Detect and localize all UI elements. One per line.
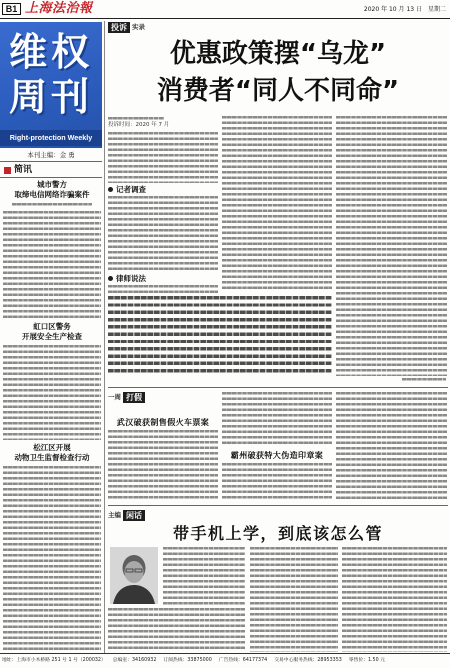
footer-address: 地址：上海市小木桥路 251 号 1 号（200032） (2, 658, 106, 663)
column-divider (104, 21, 105, 653)
brief-2-body-text (3, 345, 101, 440)
story-body-text (222, 392, 332, 444)
brief-1-title-line1: 城市警方 (37, 180, 67, 189)
sidebar-rule (0, 177, 102, 178)
issue-date-text: 2020 年 10 月 13 日 (363, 6, 422, 13)
sidebar-rule (0, 161, 102, 162)
section-rule (108, 387, 448, 388)
lead-body-text (108, 132, 218, 183)
editor-column-body-text (108, 608, 245, 652)
section-tag-weekly-anti-fake (108, 392, 145, 403)
footer-service-phone: 交易中心服务热线：28953353 (274, 658, 342, 663)
brief-2-title-line2: 开展安全生产检查 (22, 332, 82, 341)
lead-author-signoff (402, 378, 446, 381)
footer-editorial-phone: 总编室：34160932 (112, 658, 157, 663)
header-rule (0, 18, 450, 19)
brand-title-line1: 维权 (8, 30, 93, 74)
story-body-text (108, 430, 218, 500)
section-tag-complaint-record (108, 22, 145, 33)
briefs-section-title: 简讯 (14, 165, 33, 175)
lead-headline-line2: 消费者“同人不同命” (156, 76, 400, 106)
section-rule (108, 505, 448, 506)
footer-subscription-phone: 订阅热线：33875000 (163, 658, 212, 663)
editor-column-body-text (250, 547, 338, 652)
brief-2-title-line1: 虹口区警务 (33, 322, 71, 331)
brief-1-body-text (3, 211, 101, 318)
footer-info (2, 656, 448, 665)
story-body-text (336, 392, 447, 500)
subhead-reporter-investigation (108, 185, 146, 194)
lead-body-text (222, 116, 332, 292)
tag-light-label: 实录 (132, 23, 145, 31)
lead-body-text (108, 285, 218, 293)
story-body-text (222, 463, 332, 500)
issue-weekday: 星期二 (427, 6, 446, 13)
story-headline-wuhan: 武汉破获制售假火车票案 (116, 418, 210, 427)
briefs-icon (4, 167, 11, 174)
lead-body-text (336, 116, 447, 376)
footer-ad-phone: 广告热线：64177374 (218, 658, 268, 663)
brief-1-byline (12, 203, 92, 206)
tag-strong-label: 闲话 (123, 510, 145, 521)
editor-column-headline: 带手机上学，到底该怎么管 (172, 524, 383, 543)
bullet-icon (108, 187, 113, 192)
lead-body-text (108, 196, 218, 272)
editor-column-body-text (163, 547, 245, 605)
brief-3-body-text (3, 466, 101, 652)
page-number: B1 (2, 3, 21, 15)
brief-1-title-line2: 取缔电信网络诈骗案件 (14, 190, 90, 199)
brief-3-title-line2: 动物卫生监督检查行动 (14, 453, 90, 462)
lawyer-commentary-text (108, 296, 332, 374)
editor-column-body-text (342, 547, 447, 652)
author-photo (110, 547, 158, 604)
brand-subtitle-en: Right-protection Weekly (0, 130, 102, 146)
subhead-label: 记者调查 (116, 185, 146, 194)
tag-light-label: 主编 (108, 511, 121, 519)
tag-light-label: 一周 (108, 393, 121, 401)
masthead-logo: 上海法治報 (25, 1, 93, 16)
subhead-label: 律师说法 (116, 274, 146, 283)
tag-strong-label: 投诉 (108, 22, 130, 33)
weekly-brand-panel (0, 22, 102, 148)
brief-3-title-line1: 松江区开展 (33, 443, 71, 452)
chief-editor-credit: 本刊主编：金 勇 (27, 151, 75, 159)
complaint-time: 投诉时间：2020 年 7 月 (108, 122, 170, 128)
subhead-lawyer-opinion (108, 274, 146, 283)
section-tag-editor-column (108, 510, 145, 521)
footer-price: 零售价：1.50 元 (348, 658, 385, 663)
issue-date (364, 6, 446, 13)
bullet-icon (108, 276, 113, 281)
story-headline-bazhou: 霸州破获特大伪造印章案 (230, 451, 324, 460)
lead-headline-line1: 优惠政策摆“乌龙” (169, 39, 387, 69)
brand-title-line2: 周刊 (8, 75, 93, 119)
footer-rule (0, 653, 450, 654)
lead-byline (108, 117, 164, 120)
briefs-section-header (4, 165, 32, 176)
tag-strong-label: 打假 (123, 392, 145, 403)
